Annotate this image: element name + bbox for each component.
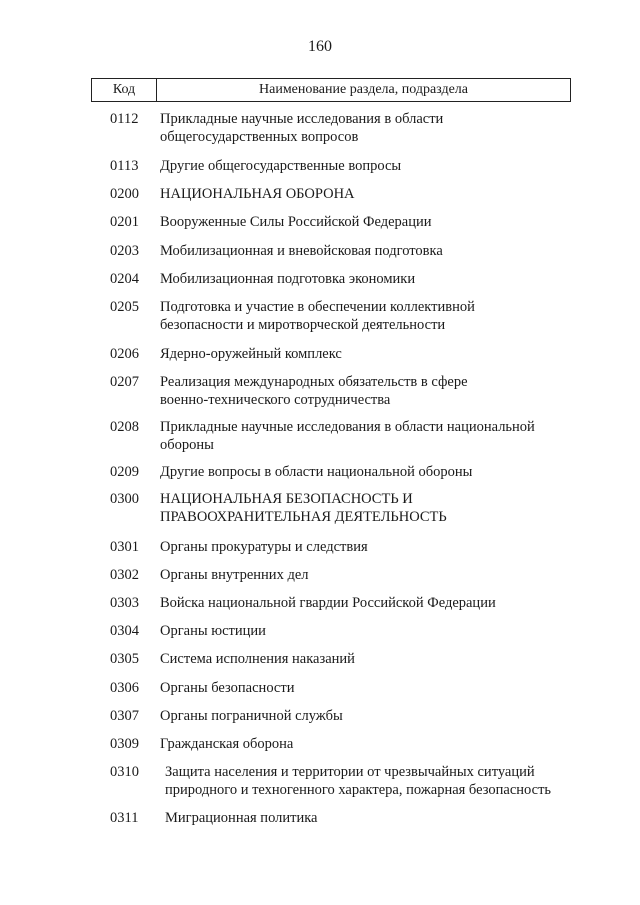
row-code: 0201	[110, 214, 139, 230]
row-code: 0200	[110, 186, 139, 202]
row-name: Защита населения и территории от чрезвычайных ситуаций природного и техногенного характера, пожарная безопасность	[165, 764, 552, 798]
row-name: Органы внутренних дел	[160, 567, 309, 583]
row-code: 0304	[110, 623, 139, 639]
row-name: Другие общегосударственные вопросы	[160, 158, 402, 174]
page-number: 160	[308, 38, 332, 55]
row-code: 0208	[110, 419, 139, 435]
row-code: 0207	[110, 374, 139, 390]
row-code: 0307	[110, 708, 139, 724]
row-code: 0205	[110, 299, 139, 315]
row-name: Органы юстиции	[160, 623, 266, 639]
row-name: Прикладные научные исследования в области национальной обороны	[160, 419, 535, 453]
row-name: Прикладные научные исследования в области общегосударственных вопросов	[160, 111, 444, 145]
row-name: Войска национальной гвардии Российской Федерации	[160, 595, 496, 611]
header-code-label: Код	[92, 79, 157, 101]
row-code: 0113	[110, 158, 139, 174]
row-code: 0310	[110, 764, 139, 780]
row-name: Подготовка и участие в обеспечении коллективной безопасности и миротворческой деятельности	[160, 299, 475, 333]
row-code: 0306	[110, 680, 139, 696]
row-code: 0209	[110, 464, 139, 480]
row-code: 0300	[110, 491, 139, 507]
row-name: НАЦИОНАЛЬНАЯ БЕЗОПАСНОСТЬ И ПРАВООХРАНИТЕЛЬНАЯ ДЕЯТЕЛЬНОСТЬ	[160, 491, 447, 525]
row-code: 0311	[110, 810, 139, 826]
row-code: 0303	[110, 595, 139, 611]
row-name: Реализация международных обязательств в сфере военно-технического сотрудничества	[160, 374, 468, 408]
row-name: Ядерно-оружейный комплекс	[160, 346, 342, 362]
row-name: Мобилизационная и вневойсковая подготовка	[160, 243, 443, 259]
row-code: 0203	[110, 243, 139, 259]
header-name-label: Наименование раздела, подраздела	[259, 82, 468, 97]
row-code: 0206	[110, 346, 139, 362]
row-code: 0204	[110, 271, 139, 287]
row-code: 0302	[110, 567, 139, 583]
row-name: Органы безопасности	[160, 680, 295, 696]
table-header	[91, 78, 571, 102]
row-name: Органы пограничной службы	[160, 708, 343, 724]
row-code: 0305	[110, 651, 139, 667]
row-name: Органы прокуратуры и следствия	[160, 539, 368, 555]
row-code: 0112	[110, 111, 139, 127]
row-code: 0301	[110, 539, 139, 555]
row-name: Гражданская оборона	[160, 736, 294, 752]
row-name: НАЦИОНАЛЬНАЯ ОБОРОНА	[160, 186, 355, 202]
row-name: Вооруженные Силы Российской Федерации	[160, 214, 432, 230]
row-name: Другие вопросы в области национальной обороны	[160, 464, 473, 480]
row-code: 0309	[110, 736, 139, 752]
row-name: Система исполнения наказаний	[160, 651, 355, 667]
row-name: Миграционная политика	[165, 810, 318, 826]
row-name: Мобилизационная подготовка экономики	[160, 271, 416, 287]
